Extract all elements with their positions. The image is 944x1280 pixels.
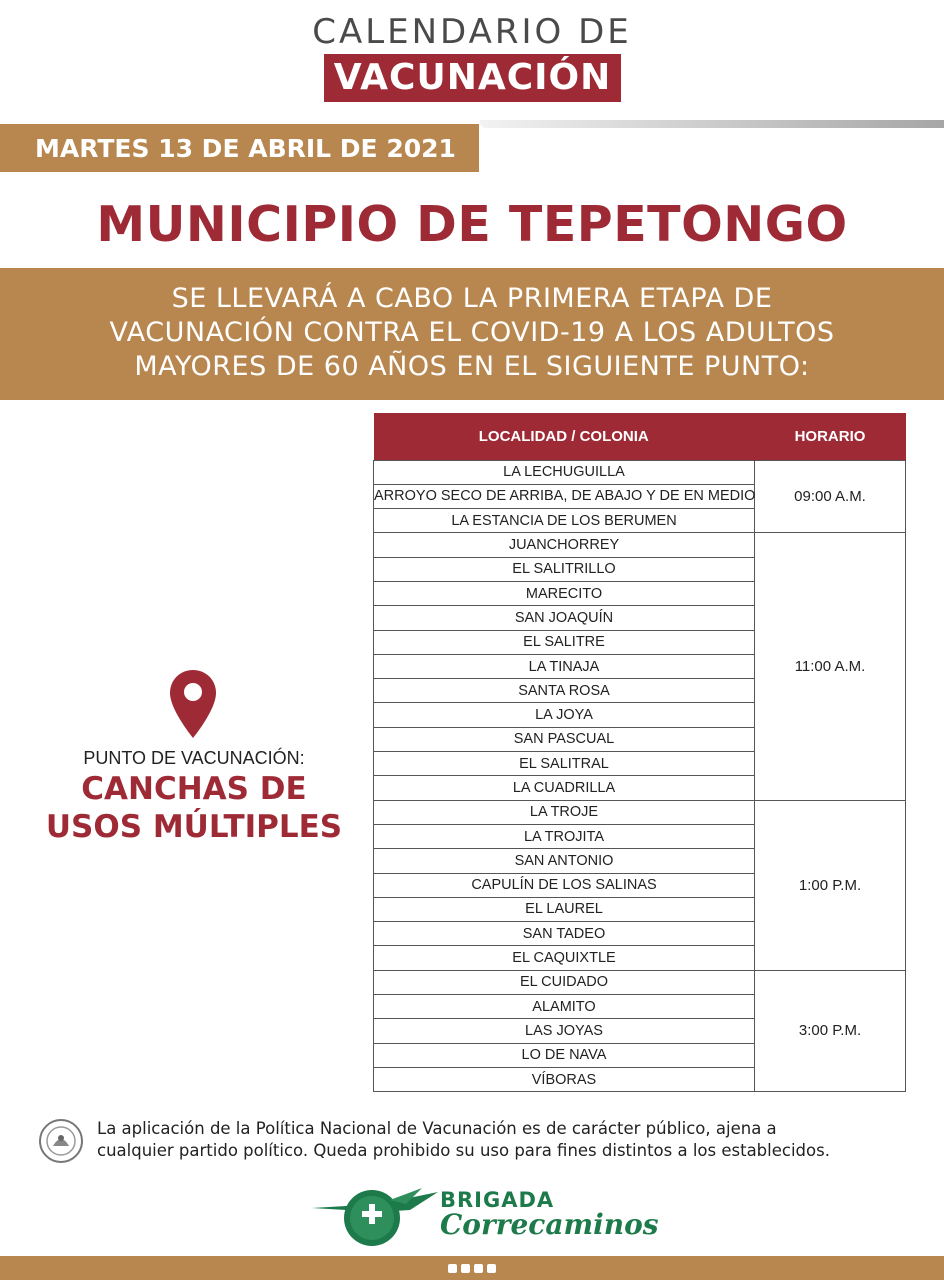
localidad-cell: SAN PASCUAL — [374, 727, 755, 751]
table-row — [374, 970, 906, 994]
header-shadow — [480, 120, 944, 128]
localidad-cell: EL SALITRE — [374, 630, 755, 654]
localidad-cell: EL SALITRAL — [374, 752, 755, 776]
localidad-cell: LO DE NAVA — [374, 1043, 755, 1067]
localidad-cell: LAS JOYAS — [374, 1019, 755, 1043]
horario-cell: 1:00 P.M. — [755, 800, 906, 970]
schedule-body — [374, 460, 906, 1092]
disclaimer-line: La aplicación de la Política Nacional de Vacunación es de carácter público, ajena a — [97, 1119, 777, 1138]
date-banner: MARTES 13 DE ABRIL DE 2021 — [0, 124, 479, 172]
punto-name — [20, 770, 368, 846]
localidad-cell: LA JOYA — [374, 703, 755, 727]
disclaimer-line: cualquier partido político. Queda prohibido su uso para fines distintos a los establecidos. — [97, 1141, 830, 1160]
announcement-line: VACUNACIÓN CONTRA EL COVID-19 A LOS ADULTOS — [109, 317, 835, 348]
localidad-cell: LA TROJE — [374, 800, 755, 824]
announcement-line: MAYORES DE 60 AÑOS EN EL SIGUIENTE PUNTO: — [134, 351, 810, 382]
location-pin-icon — [168, 668, 218, 740]
header-horario: HORARIO — [755, 413, 906, 460]
brand-line2: Correcaminos — [440, 1208, 659, 1241]
punto-name-line: USOS MÚLTIPLES — [45, 809, 343, 845]
horario-cell: 3:00 P.M. — [755, 970, 906, 1091]
page-title-line2: VACUNACIÓN — [324, 54, 621, 102]
localidad-cell: LA TROJITA — [374, 824, 755, 848]
localidad-cell: SANTA ROSA — [374, 679, 755, 703]
localidad-cell: ARROYO SECO DE ARRIBA, DE ABAJO Y DE EN MEDIO — [374, 484, 755, 508]
table-row — [374, 800, 906, 824]
horario-cell: 09:00 A.M. — [755, 460, 906, 533]
localidad-cell: EL LAUREL — [374, 897, 755, 921]
schedule-table — [373, 413, 906, 1092]
localidad-cell: SAN JOAQUÍN — [374, 606, 755, 630]
punto-name-line: CANCHAS DE — [81, 771, 307, 807]
table-row — [374, 460, 906, 484]
localidad-cell: CAPULÍN DE LOS SALINAS — [374, 873, 755, 897]
brand-line1: BRIGADA — [440, 1188, 555, 1212]
localidad-cell: EL CAQUIXTLE — [374, 946, 755, 970]
localidad-cell: VÍBORAS — [374, 1067, 755, 1091]
localidad-cell: ALAMITO — [374, 995, 755, 1019]
localidad-cell: JUANCHORREY — [374, 533, 755, 557]
localidad-cell: LA TINAJA — [374, 654, 755, 678]
page-title-line1: CALENDARIO DE — [312, 12, 632, 52]
punto-label: PUNTO DE VACUNACIÓN: — [83, 748, 305, 768]
footer-bar — [0, 1256, 944, 1280]
localidad-cell: SAN TADEO — [374, 922, 755, 946]
twitter-icon[interactable] — [461, 1264, 470, 1273]
localidad-cell: MARECITO — [374, 581, 755, 605]
horario-cell: 11:00 A.M. — [755, 533, 906, 800]
localidad-cell: LA CUADRILLA — [374, 776, 755, 800]
national-seal-icon — [38, 1118, 84, 1164]
disclaimer-text — [97, 1118, 917, 1162]
localidad-cell: EL SALITRILLO — [374, 557, 755, 581]
localidad-cell: EL CUIDADO — [374, 970, 755, 994]
localidad-cell: LA ESTANCIA DE LOS BERUMEN — [374, 509, 755, 533]
instagram-icon[interactable] — [474, 1264, 483, 1273]
municipio-heading: MUNICIPIO DE TEPETONGO — [96, 196, 848, 253]
table-row — [374, 533, 906, 557]
localidad-cell: SAN ANTONIO — [374, 849, 755, 873]
header-localidad: LOCALIDAD / COLONIA — [374, 413, 755, 460]
youtube-icon[interactable] — [487, 1264, 496, 1273]
roadrunner-logo-icon — [310, 1180, 440, 1250]
facebook-icon[interactable] — [448, 1264, 457, 1273]
announcement-banner — [0, 268, 944, 400]
localidad-cell: LA LECHUGUILLA — [374, 460, 755, 484]
announcement-line: SE LLEVARÁ A CABO LA PRIMERA ETAPA DE — [171, 283, 773, 314]
table-header-row — [374, 413, 906, 460]
